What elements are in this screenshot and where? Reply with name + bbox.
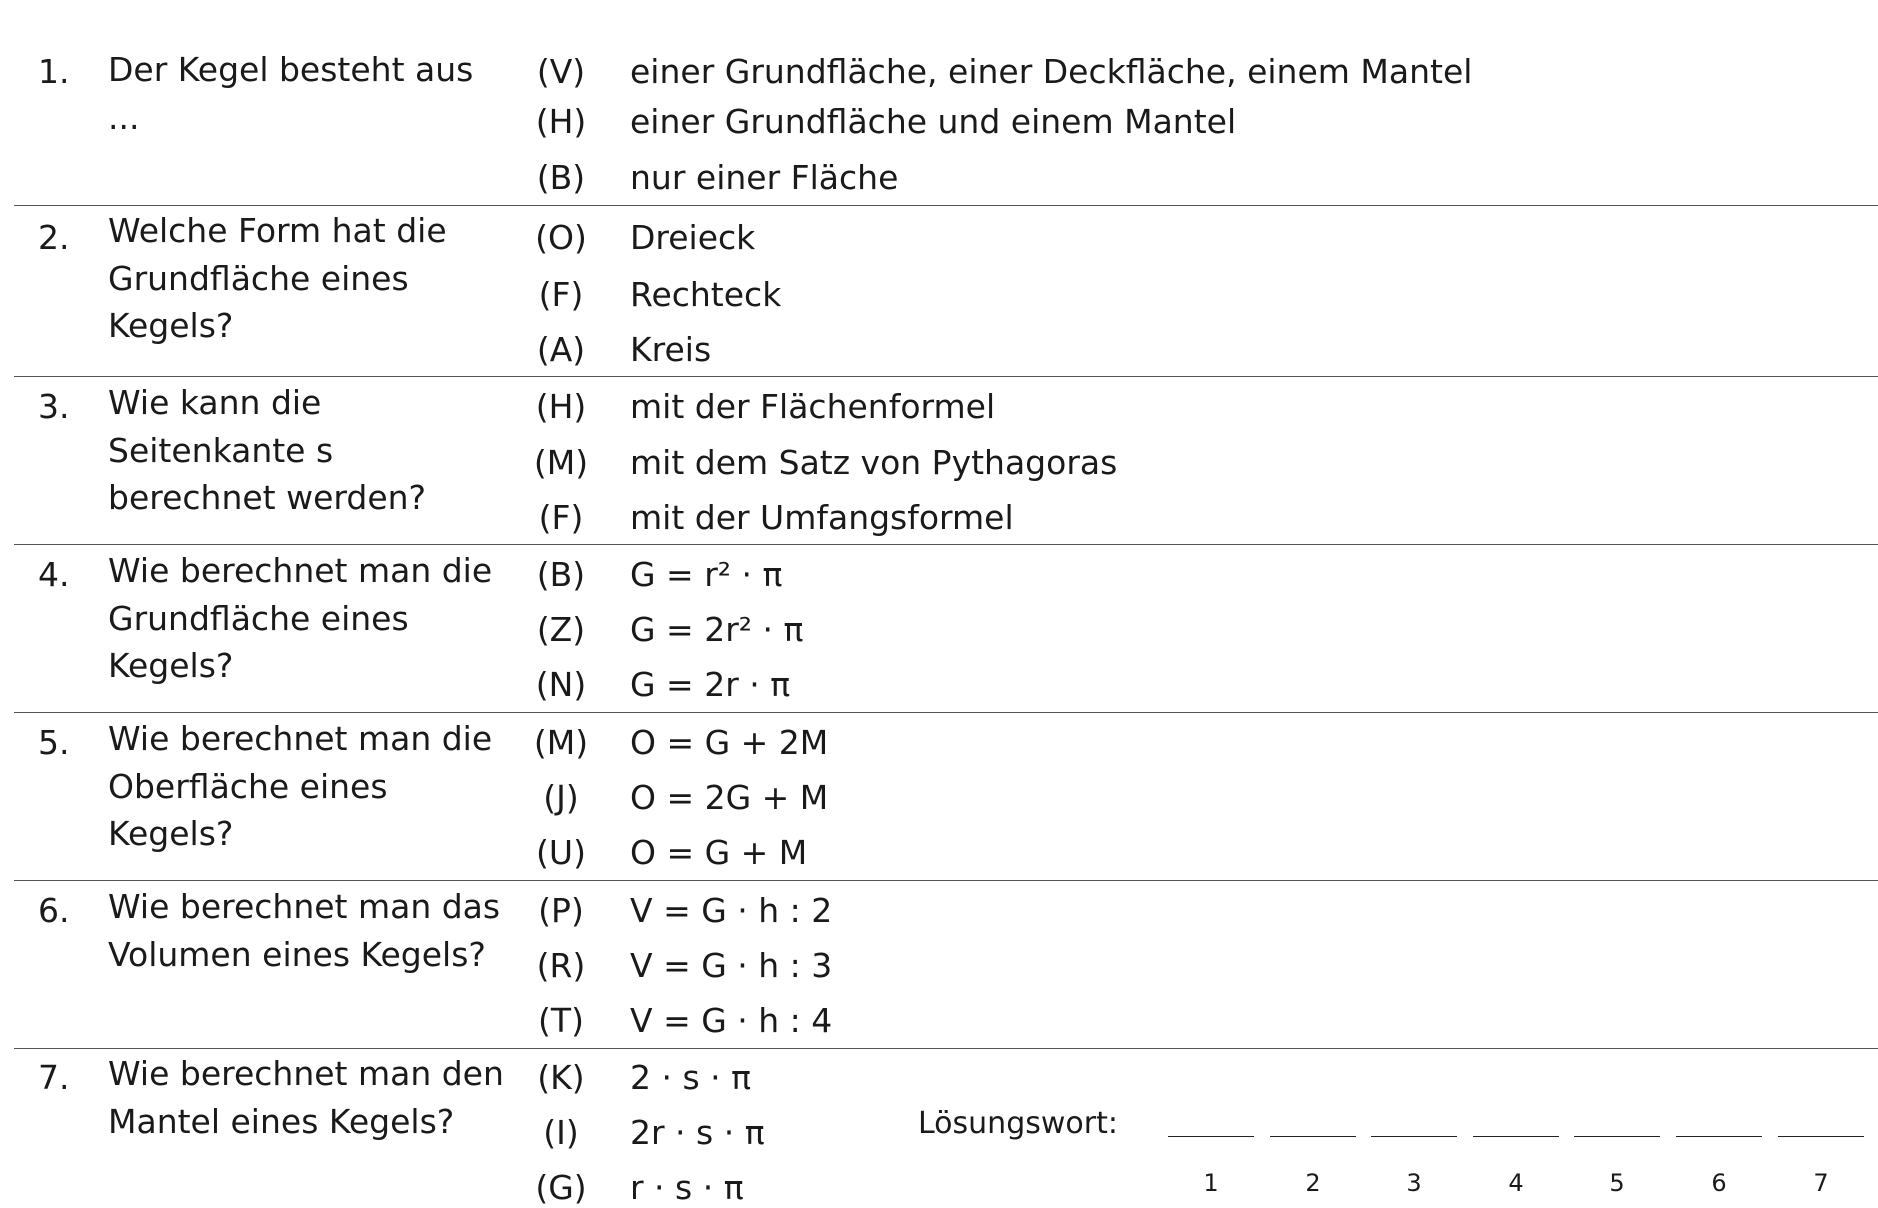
solution-blank[interactable]: [1778, 1136, 1864, 1137]
solution-position-number: 3: [1406, 1169, 1422, 1197]
question-text: Wie berechnet man das Volumen eines Kegels?: [108, 887, 501, 974]
solution-position-number: 6: [1711, 1169, 1727, 1197]
solution-position-number: 5: [1609, 1169, 1625, 1197]
question-number: 2.: [38, 218, 70, 257]
option-letter: (Z): [536, 610, 586, 649]
option-letter: (G): [535, 1168, 587, 1207]
question-text: Wie berechnet man die Grundfläche eines Kegels?: [108, 551, 493, 685]
option-text: mit der Umfangsformel: [630, 498, 1014, 537]
option-text: 2r · s · π: [630, 1113, 765, 1152]
question-number: 5.: [38, 723, 70, 762]
solution-position-number: 7: [1813, 1169, 1829, 1197]
option-text: Kreis: [630, 330, 712, 369]
option-letter: (F): [538, 275, 584, 314]
row-divider: [14, 1048, 1878, 1049]
option-letter: (N): [535, 665, 587, 704]
row-divider: [14, 544, 1878, 545]
question-text: Wie berechnet man den Mantel eines Kegels?: [108, 1054, 504, 1141]
option-text: Rechteck: [630, 275, 782, 314]
solution-blank[interactable]: [1270, 1136, 1356, 1137]
option-text: einer Grundfläche und einem Mantel: [630, 102, 1237, 141]
question-number: 3.: [38, 387, 70, 426]
row-divider: [14, 376, 1878, 377]
option-text: Dreieck: [630, 218, 756, 257]
option-letter: (P): [538, 891, 584, 930]
option-text: G = 2r · π: [630, 665, 791, 704]
option-text: V = G · h : 3: [630, 946, 833, 985]
solution-blank[interactable]: [1371, 1136, 1457, 1137]
question-text: Wie berechnet man die Oberfläche eines Kegels?: [108, 719, 493, 853]
question-number: 6.: [38, 891, 70, 930]
question-text: Welche Form hat die Grundfläche eines Kegels?: [108, 211, 447, 345]
option-letter: (H): [535, 102, 587, 141]
option-text: O = G + 2M: [630, 723, 829, 762]
question-number: 7.: [38, 1058, 70, 1097]
option-text: nur einer Fläche: [630, 158, 899, 197]
solution-position-number: 2: [1305, 1169, 1321, 1197]
option-letter: (M): [533, 443, 589, 482]
option-text: O = 2G + M: [630, 778, 829, 817]
solution-position-number: 1: [1203, 1169, 1219, 1197]
row-divider: [14, 205, 1878, 206]
option-letter: (K): [537, 1058, 585, 1097]
solution-blank[interactable]: [1473, 1136, 1559, 1137]
option-letter: (B): [536, 158, 586, 197]
option-letter: (F): [538, 498, 584, 537]
solution-word-label: Lösungswort:: [918, 1106, 1118, 1141]
option-text: V = G · h : 2: [630, 891, 833, 930]
row-divider: [14, 880, 1878, 881]
solution-position-number: 4: [1508, 1169, 1524, 1197]
option-letter: (I): [543, 1113, 579, 1152]
option-text: G = 2r² · π: [630, 610, 804, 649]
row-divider: [14, 712, 1878, 713]
option-letter: (R): [536, 946, 586, 985]
option-letter: (B): [536, 555, 586, 594]
option-text: mit der Flächenformel: [630, 387, 996, 426]
option-letter: (O): [535, 218, 587, 257]
option-text: V = G · h : 4: [630, 1001, 833, 1040]
option-letter: (V): [536, 52, 586, 91]
option-letter: (J): [543, 778, 579, 817]
option-letter: (H): [535, 387, 587, 426]
question-number: 1.: [38, 52, 70, 91]
option-text: 2 · s · π: [630, 1058, 751, 1097]
question-text: Der Kegel besteht aus ...: [108, 50, 474, 137]
option-text: einer Grundfläche, einer Deckfläche, einem Mantel: [630, 52, 1473, 91]
option-letter: (U): [536, 833, 586, 872]
solution-blank[interactable]: [1676, 1136, 1762, 1137]
option-letter: (T): [538, 1001, 584, 1040]
question-number: 4.: [38, 555, 70, 594]
option-letter: (M): [533, 723, 589, 762]
option-text: O = G + M: [630, 833, 808, 872]
option-text: G = r² · π: [630, 555, 783, 594]
solution-blank[interactable]: [1168, 1136, 1254, 1137]
option-text: r · s · π: [630, 1168, 744, 1207]
question-text: Wie kann die Seitenkante s berechnet werden?: [108, 383, 427, 517]
solution-blank[interactable]: [1574, 1136, 1660, 1137]
option-letter: (A): [536, 330, 586, 369]
option-text: mit dem Satz von Pythagoras: [630, 443, 1118, 482]
